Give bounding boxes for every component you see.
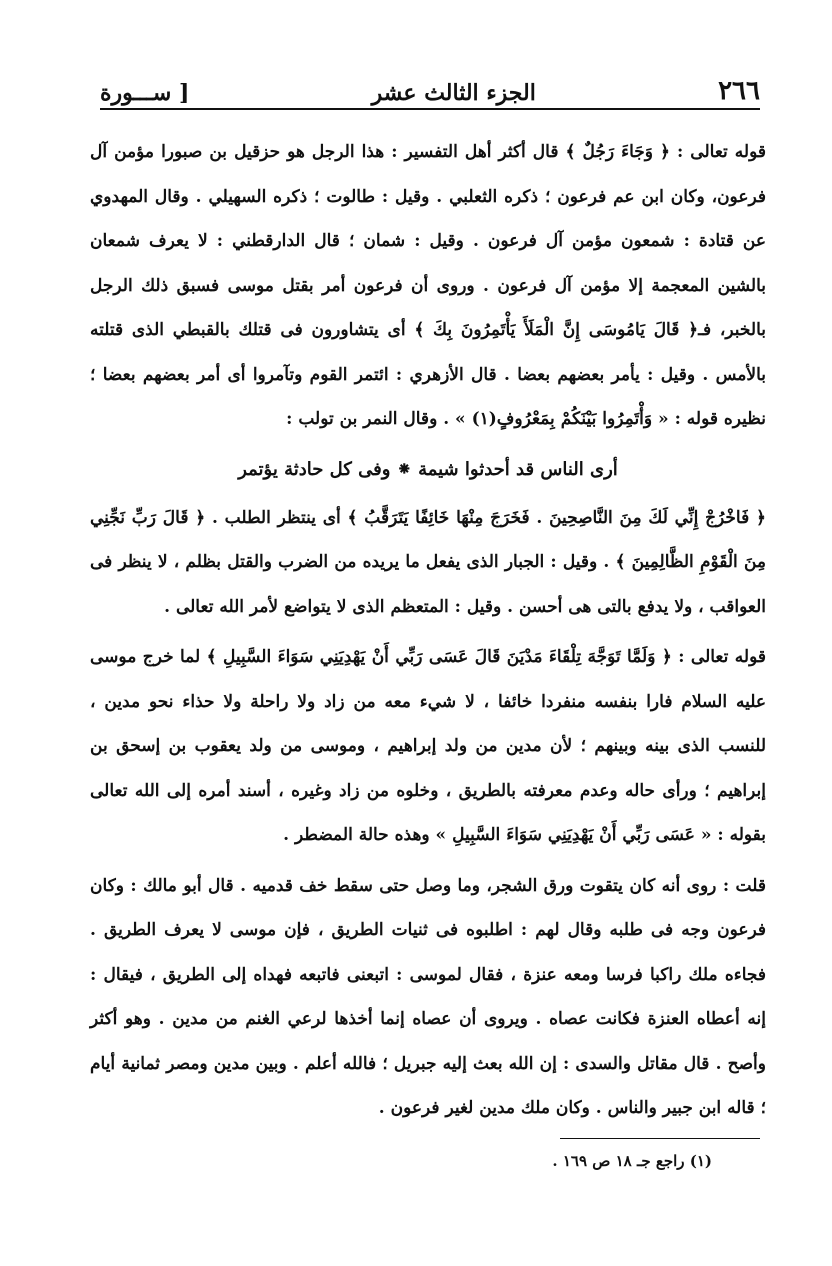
footnote-rule [560, 1138, 760, 1139]
main-text [90, 130, 766, 1137]
paragraph-4: قلت : روى أنه كان يتقوت ورق الشجر، وما وصل حتى سقط خف قدميه . قال أبو مالك : وكان فرعون وجه فى طلبه وقال لهم : اطلبوه فى ثنيات الطريق ، فإن موسى لا يعرف الطريق . فجاءه ملك راكبا فرسا ومعه عنزة ، فقال لموسى : اتبعنى فاتبعه فهداه إلى الطريق ، فيقال : إنه أعطاه العنزة فكانت عصاه . ويروى أن عصاه إنما أخذها لرعي الغنم من مدين . وهو أكثر وأصح . قال مقاتل والسدى : إن الله بعث إليه جبريل ؛ فالله أعلم . وبين مدين ومصر ثمانية أيام ؛ قاله ابن جبير والناس . وكان ملك مدين لغير فرعون . [90, 875, 766, 1118]
running-header [100, 62, 760, 106]
header-rule [100, 108, 760, 110]
paragraph-2: ﴿ فَاخْرُجْ إِنِّي لَكَ مِنَ النَّاصِحِينَ . فَخَرَجَ مِنْهَا خَائِفًا يَتَرَقَّبُ ﴾ أى ينتظر الطلب . ﴿ قَالَ رَبِّ نَجِّنِي مِنَ الْقَوْمِ الظَّالِمِينَ ﴾ . وقيل : الجبار الذى يفعل ما يريده من الضرب والقتل بظلم ، لا ينظر فى العواقب ، ولا يدفع بالتى هى أحسن . وقيل : المتعظم الذى لا يتواضع لأمر الله تعالى . [90, 507, 766, 617]
surah-label: [ ســـورة [100, 80, 190, 106]
page-number: ٢٦٦ [718, 76, 760, 106]
paragraph-1: قوله تعالى : ﴿ وَجَاءَ رَجُلٌ ﴾ قال أكثر أهل التفسير : هذا الرجل هو حزقيل بن صبورا مؤمن آل فرعون، وكان ابن عم فرعون ؛ ذكره الثعلبي . وقيل : طالوت ؛ ذكره السهيلي . وقال المهدوي عن قتادة : شمعون مؤمن آل فرعون . وقيل : شمان ؛ قال الدارقطني : لا يعرف شمعان بالشين المعجمة إلا مؤمن آل فرعون . وروى أن فرعون أمر بقتل موسى فسبق ذلك الرجل بالخبر، فـ﴿ قَالَ يَامُوسَى إِنَّ الْمَلَأَ يَأْتَمِرُونَ بِكَ ﴾ أى يتشاورون فى قتلك بالقبطي الذى قتلته بالأمس . وقيل : يأمر بعضهم بعضا . قال الأزهري : ائتمر القوم وتآمروا أى أمر بعضهم بعضا ؛ نظيره قوله : « وَأْتَمِرُوا بَيْنَكُمْ بِمَعْرُوفٍ(١) » . وقال النمر بن تولب : [90, 142, 766, 429]
footnote: (١) راجع جـ ١٨ ص ١٦٩ . [552, 1152, 712, 1170]
paragraph-3: قوله تعالى : ﴿ وَلَمَّا تَوَجَّهَ تِلْقَاءَ مَدْيَنَ قَالَ عَسَى رَبِّي أَنْ يَهْدِيَنِي سَوَاءَ السَّبِيلِ ﴾ لما خرج موسى عليه السلام فارا بنفسه منفردا خائفا ، لا شيء معه من زاد ولا راحلة ولا حذاء نحو مدين ، للنسب الذى بينه وبينهم ؛ لأن مدين من ولد إبراهيم ، وموسى من ولد يعقوب بن إسحق بن إبراهيم ؛ ورأى حاله وعدم معرفته بالطريق ، وخلوه من زاد وغيره ، أسند أمره إلى الله تعالى بقوله : « عَسَى رَبِّي أَنْ يَهْدِيَنِي سَوَاءَ السَّبِيلِ » وهذه حالة المضطر . [90, 647, 766, 845]
poetry-verse: أرى الناس قد أحدثوا شيمة ⁕ وفى كل حادثة يؤتمر [238, 458, 618, 480]
part-title: الجزء الثالث عشر [371, 80, 536, 106]
